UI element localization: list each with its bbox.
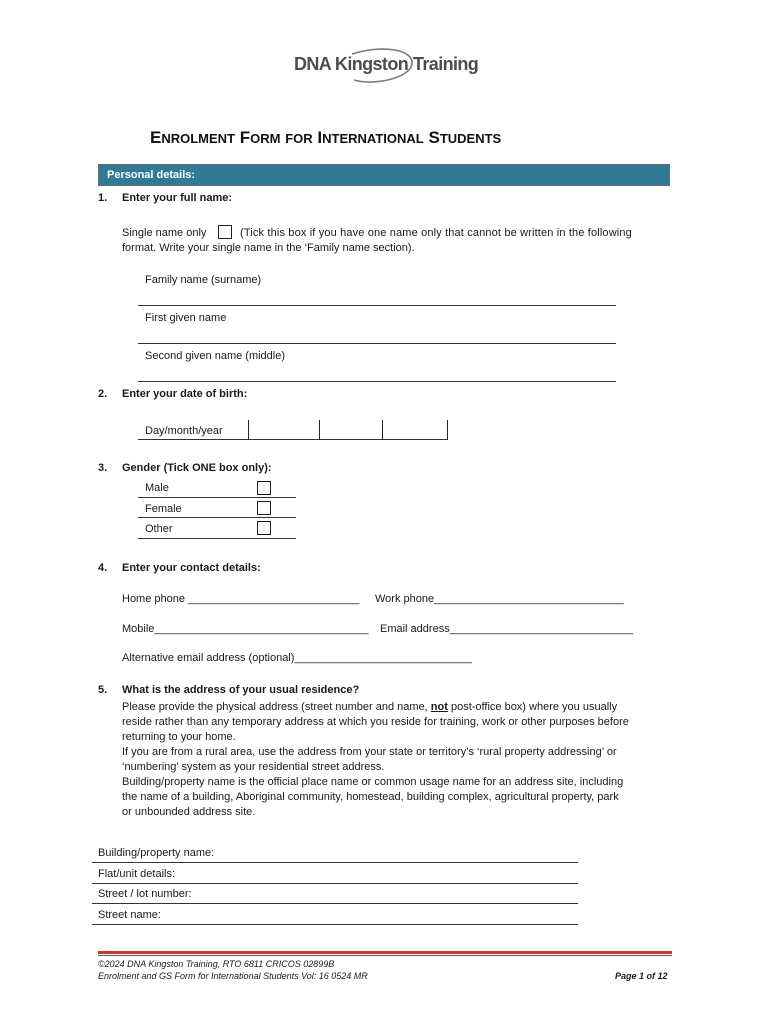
- dob-divider: [248, 420, 249, 440]
- building-name-field[interactable]: [92, 862, 578, 863]
- footer-page-number: Page 1 of 12: [615, 971, 668, 981]
- logo-text-right: Training: [413, 54, 479, 74]
- street-lot-label: Street / lot number:: [98, 888, 192, 900]
- alt-email-field[interactable]: Alternative email address (optional)_____________________________: [122, 652, 472, 664]
- gender-option-male: Male: [145, 482, 169, 494]
- q2-number: 2.: [98, 388, 108, 400]
- dob-baseline: [138, 439, 448, 440]
- instruction-line: Building/property name is the official place name or common usage name for an address site, including: [122, 776, 624, 788]
- instruction-line: the name of a building, Aboriginal community, homestead, building complex, agricultural property, park: [122, 791, 619, 803]
- single-name-checkbox[interactable]: [218, 225, 232, 239]
- page-title: ENROLMENT FORM FOR INTERNATIONAL STUDENTS: [150, 128, 502, 147]
- footer-rule: [98, 955, 672, 956]
- gender-male-checkbox[interactable]: [257, 481, 271, 495]
- family-name-field[interactable]: [138, 305, 616, 306]
- dob-label: Day/month/year: [145, 425, 223, 437]
- family-name-label: Family name (surname): [145, 274, 262, 286]
- home-phone-field[interactable]: Home phone ____________________________: [122, 593, 360, 605]
- section-header-personal-details: [98, 164, 670, 186]
- gender-row-divider: [138, 538, 296, 539]
- gender-row-divider: [138, 517, 296, 518]
- q1-number: 1.: [98, 192, 108, 204]
- single-name-instruction: (Tick this box if you have one name only that cannot be written in the following: [240, 227, 632, 239]
- gender-option-female: Female: [145, 503, 182, 515]
- q4-number: 4.: [98, 562, 108, 574]
- dob-day-field[interactable]: [250, 420, 318, 438]
- footer-accent-rule: [98, 951, 672, 954]
- gender-option-other: Other: [145, 523, 173, 535]
- section-header-label: Personal details:: [107, 169, 196, 181]
- gender-female-checkbox[interactable]: [257, 501, 271, 515]
- company-logo: [294, 46, 484, 86]
- single-name-instruction-2: format. Write your single name in the ‘Family name section).: [122, 242, 415, 254]
- building-name-label: Building/property name:: [98, 847, 215, 859]
- gender-row-divider: [138, 497, 296, 498]
- email-field[interactable]: Email address______________________________: [380, 623, 634, 635]
- instruction-line: returning to your home.: [122, 731, 236, 743]
- dob-divider: [319, 420, 320, 440]
- q1-label: Enter your full name:: [122, 192, 233, 204]
- dob-divider: [447, 420, 448, 440]
- flat-unit-field[interactable]: [92, 883, 578, 884]
- first-name-field[interactable]: [138, 343, 616, 344]
- residence-instructions: [122, 700, 670, 820]
- instruction-line: or unbounded address site.: [122, 806, 256, 818]
- q3-label: Gender (Tick ONE box only):: [122, 462, 272, 474]
- instruction-line: Please provide the physical address (street number and name, not post-office box) where you usually: [122, 701, 618, 713]
- gender-other-checkbox[interactable]: [257, 521, 271, 535]
- footer-document-version: Enrolment and GS Form for International Students Vol: 16 0524 MR: [98, 971, 368, 981]
- mobile-field[interactable]: Mobile___________________________________: [122, 623, 369, 635]
- street-lot-field[interactable]: [92, 903, 578, 904]
- instruction-line: ‘numbering’ system as your residential street address.: [122, 761, 385, 773]
- single-name-label: Single name only: [122, 227, 207, 239]
- dob-divider: [382, 420, 383, 440]
- q5-number: 5.: [98, 684, 108, 696]
- q5-label: What is the address of your usual residence?: [122, 684, 360, 696]
- q2-label: Enter your date of birth:: [122, 388, 248, 400]
- instruction-line: If you are from a rural area, use the address from your state or territory’s ‘rural property addressing’ or: [122, 746, 617, 758]
- street-name-label: Street name:: [98, 909, 161, 921]
- logo-text-left: DNA Kingston: [294, 54, 409, 74]
- instruction-line: reside rather than any temporary address at which you reside for training, work or other purposes before: [122, 716, 629, 728]
- flat-unit-label: Flat/unit details:: [98, 868, 176, 880]
- second-name-label: Second given name (middle): [145, 350, 286, 362]
- dob-year-field[interactable]: [384, 420, 446, 438]
- second-name-field[interactable]: [138, 381, 616, 382]
- footer-copyright: ©2024 DNA Kingston Training, RTO 6811 CRICOS 02899B: [98, 959, 335, 969]
- q4-label: Enter your contact details:: [122, 562, 261, 574]
- street-name-field[interactable]: [92, 924, 578, 925]
- work-phone-field[interactable]: Work phone_______________________________: [375, 593, 624, 605]
- q3-number: 3.: [98, 462, 108, 474]
- dob-month-field[interactable]: [321, 420, 381, 438]
- first-name-label: First given name: [145, 312, 227, 324]
